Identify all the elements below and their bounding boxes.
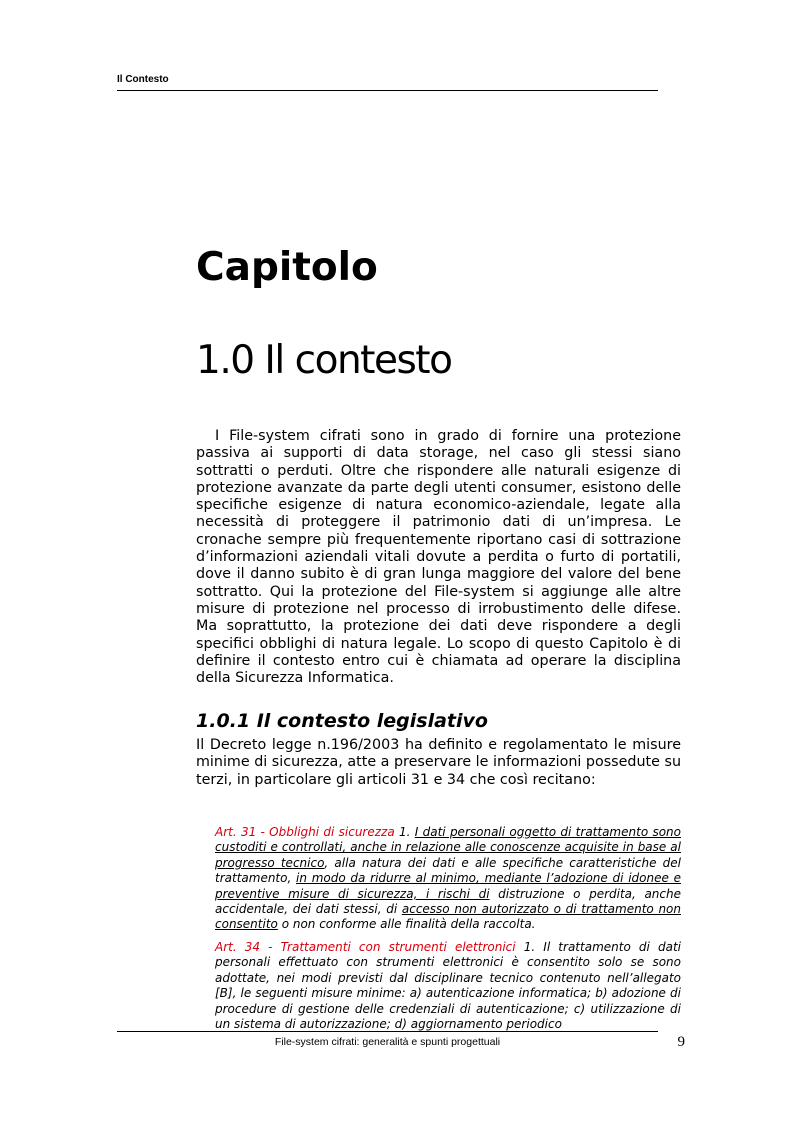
chapter-label: Capitolo [196, 245, 378, 290]
footer-title: File-system cifrati: generalità e spunti progettuali [274, 1036, 501, 1048]
article-31-title: Art. 31 - Obblighi di sicurezza [215, 825, 395, 839]
article-31-underlined-text: I dati personali oggetto di trattamento sono custoditi e controllati, anche in relazione alle conoscenze acquisite in base al progresso tecnico [215, 825, 682, 870]
chapter-title: 1.0 Il contesto [196, 338, 452, 383]
running-header: Il Contesto [117, 74, 658, 91]
article-34-quote [215, 940, 682, 1032]
article-31-text: , alla natura dei dati e alle specifiche caratteristiche del trattamento, [215, 855, 681, 886]
intro-paragraph: I File-system cifrati sono in grado di fornire una protezione passiva ai supporti di data storage, nel caso gli stessi siano sottratti o perduti. Oltre che rispondere alle naturali esigenze di protezione avanzate da parte degli utenti consumer, esistono delle specifiche esigenze di natura economico-aziendale, legate alla necessità di proteggere il patrimonio dati di un’impresa. Le cronache sempre più frequentemente riportano casi di sottrazione d’informazioni aziendali vitali dovute a perdita o furto di portatili, dove il danno subito è di gran lunga maggiore del valore del bene sottratto. Qui la protezione del File-system si aggiunge alle altre misure di protezione nel processo di irrobustimento delle difese. Ma soprattutto, la protezione dei dati deve rispondere a degli specifici obblighi di natura legale. Lo scopo di questo Capitolo è di definire il contesto entro cui è chiamata ad operare la disciplina della Sicurezza Informatica. [196, 428, 681, 687]
article-31-underlined-text: accesso non autorizzato o di trattamento non consentito [215, 902, 681, 932]
article-31-text: 1. [394, 825, 415, 839]
article-34-title: Art. 34 - Trattamenti con strumenti elettronici [215, 940, 516, 954]
section-intro-paragraph: Il Decreto legge n.196/2003 ha definito e regolamentato le misure minime di sicurezza, atte a preservare le informazioni possedute su terzi, in particolare gli articoli 31 e 34 che così recitano: [196, 737, 682, 788]
article-31-underlined-text: in modo da ridurre al minimo, mediante l’adozione di idonee e preventive misure di sicurezza, i rischi di [215, 871, 681, 901]
article-34-text: 1. Il trattamento di dati personali effettuato con strumenti elettronici è consentito solo se sono adottate, nei modi previsti dal disciplinare tecnico contenuto nell’allegato [B], le seguenti misure minime: a) autenticazione informatica; b) adozione di procedure di gestione delle credenziali di autenticazione; c) utilizzazione di un sistema di autorizzazione; d) aggiornamento periodico [215, 940, 682, 1032]
section-heading: 1.0.1 Il contesto legislativo [196, 710, 488, 732]
article-31-text: o non conforme alle finalità della raccolta. [277, 917, 536, 932]
footer-rule [117, 1031, 658, 1032]
article-31-quote [215, 825, 681, 933]
page-number: 9 [677, 1034, 685, 1050]
article-31-text: distruzione o perdita, anche accidentale, dei dati stessi, di [215, 886, 681, 917]
